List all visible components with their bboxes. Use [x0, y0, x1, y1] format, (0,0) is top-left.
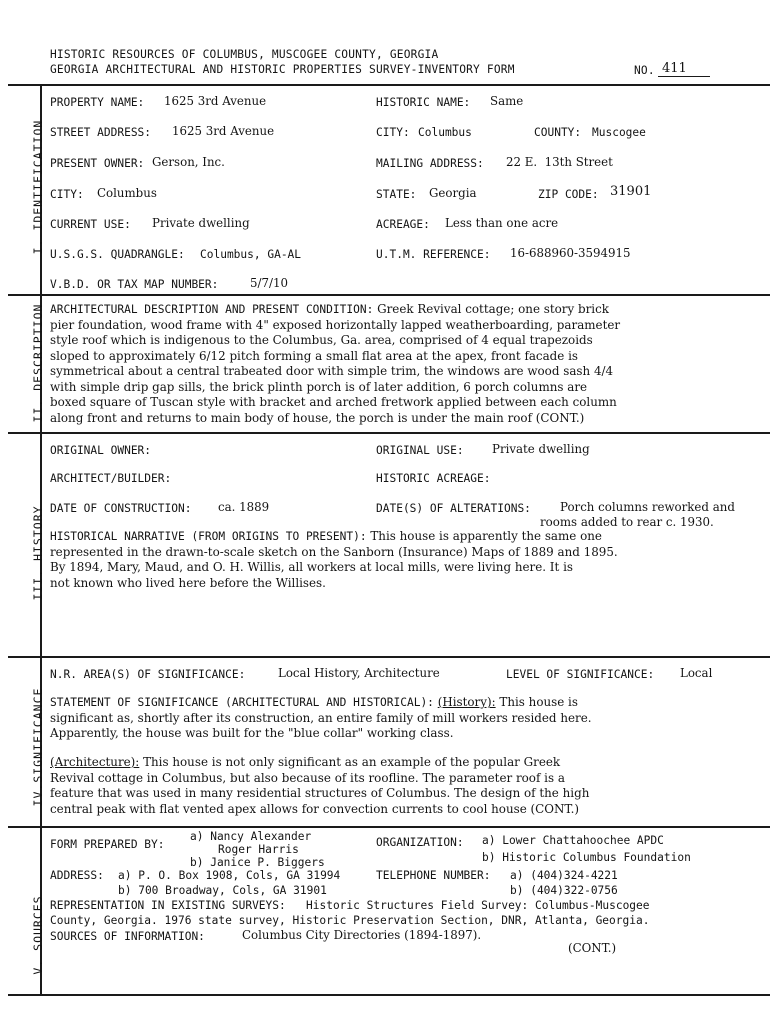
narrative-line: represented in the drawn-to-scale sketch on the Sanborn (Insurance) Maps of 1889 and 1895. — [50, 544, 618, 559]
city-value: Columbus — [418, 126, 472, 139]
sources-of-information-value: Columbus City Directories (1894-1897). — [242, 928, 482, 942]
city2-value: Columbus — [97, 186, 157, 200]
nr-area-value: Local History, Architecture — [278, 666, 440, 680]
address-label: ADDRESS: — [50, 869, 104, 882]
statement-history-block — [50, 695, 768, 742]
current-use-label: CURRENT USE: — [50, 218, 131, 231]
prepared-by-b: b) Janice P. Biggers — [190, 856, 325, 869]
zip-code-value: 31901 — [610, 184, 652, 199]
description-line: Greek Revival cottage; one story brick — [377, 302, 609, 316]
date-of-construction-value: ca. 1889 — [218, 500, 270, 514]
form-number-value: 411 — [662, 61, 687, 76]
form-number-underline — [658, 76, 710, 77]
form-header-line1: HISTORIC RESOURCES OF COLUMBUS, MUSCOGEE COUNTY, GEORGIA — [50, 48, 439, 61]
representation-value-cont: County, Georgia. 1976 state survey, Historic Preservation Section, DNR, Atlanta, Georgia. — [50, 914, 650, 927]
street-address-value: 1625 3rd Avenue — [172, 124, 275, 138]
representation-label: REPRESENTATION IN EXISTING SURVEYS: — [50, 899, 286, 912]
form-prepared-by-label: FORM PREPARED BY: — [50, 838, 165, 851]
street-address-label: STREET ADDRESS: — [50, 126, 152, 139]
section-label-sources: V. SOURCES — [31, 895, 45, 975]
statement-line: This house is — [499, 695, 578, 709]
statement-line: central peak with flat vented apex allows for convection currents to cool house (CONT.) — [50, 801, 580, 816]
statement-of-significance-label: STATEMENT OF SIGNIFICANCE (ARCHITECTURAL AND HISTORICAL): — [50, 696, 434, 709]
history-tag: (History): — [437, 695, 496, 709]
prepared-by-a2: Roger Harris — [218, 843, 299, 856]
telephone-b: b) (404)322-0756 — [510, 884, 618, 897]
description-line: symmetrical about a central trabeated door with simple trim, the windows are wood sash 4/4 — [50, 364, 614, 378]
description-line: style roof which is indigenous to the Columbus, Ga. area, comprised of 4 equal trapezoids — [50, 333, 593, 347]
architecture-tag: (Architecture): — [50, 755, 140, 769]
property-name-label: PROPERTY NAME: — [50, 96, 145, 109]
present-owner-label: PRESENT OWNER: — [50, 157, 145, 170]
frame-top-rule — [8, 84, 770, 86]
section-label-identification: I. IDENTIFICATION — [31, 119, 45, 255]
address-b: b) 700 Broadway, Cols, GA 31901 — [118, 884, 327, 897]
historic-name-label: HISTORIC NAME: — [376, 96, 471, 109]
frame-bottom-rule — [8, 994, 770, 996]
description-line: along front and returns to main body of house, the porch is under the main roof (CONT.) — [50, 410, 585, 425]
rule-significance-sources — [8, 826, 770, 828]
narrative-line: By 1894, Mary, Maud, and O. H. Willis, all workers at local mills, were living here. It is — [50, 560, 573, 574]
rule-identification-description — [8, 294, 770, 296]
section-label-significance: IV.SIGNIFICANCE — [31, 687, 45, 807]
current-use-value: Private dwelling — [152, 216, 250, 230]
architect-builder-label: ARCHITECT/BUILDER: — [50, 472, 172, 485]
historic-acreage-label: HISTORIC ACREAGE: — [376, 472, 491, 485]
form-header-line2: GEORGIA ARCHITECTURAL AND HISTORIC PROPERTIES SURVEY-INVENTORY FORM — [50, 63, 515, 76]
telephone-a: a) (404)324-4221 — [510, 869, 618, 882]
present-owner-value: Gerson, Inc. — [152, 155, 225, 169]
historical-narrative-label: HISTORICAL NARRATIVE (FROM ORIGINS TO PRESENT): — [50, 530, 367, 543]
zip-code-label: ZIP CODE: — [538, 188, 599, 201]
historic-name-value: Same — [490, 94, 524, 108]
statement-line: feature that was used in many residential structures of Columbus. The design of the high — [50, 786, 590, 800]
narrative-line: This house is apparently the same one — [370, 529, 602, 543]
narrative-line: not known who lived here before the Willises. — [50, 575, 326, 590]
acreage-label: ACREAGE: — [376, 218, 430, 231]
statement-architecture-block — [50, 755, 768, 817]
level-of-significance-label: LEVEL OF SIGNIFICANCE: — [506, 668, 655, 681]
representation-value: Historic Structures Field Survey: Columbus-Muscogee — [306, 899, 650, 912]
date-of-construction-label: DATE OF CONSTRUCTION: — [50, 502, 192, 515]
utm-reference-label: U.T.M. REFERENCE: — [376, 248, 491, 261]
nr-area-label: N.R. AREA(S) OF SIGNIFICANCE: — [50, 668, 246, 681]
city2-label: CITY: — [50, 188, 84, 201]
usgs-quadrangle-value: Columbus, GA-AL — [200, 248, 302, 261]
rule-description-history — [8, 432, 770, 434]
utm-reference-value: 16-688960-3594915 — [510, 246, 631, 260]
organization-label: ORGANIZATION: — [376, 836, 464, 849]
usgs-quadrangle-label: U.S.G.S. QUADRANGLE: — [50, 248, 185, 261]
prepared-by-a: a) Nancy Alexander — [190, 830, 312, 843]
historical-narrative-block — [50, 529, 765, 591]
description-line: sloped to approximately 6/12 pitch forming a small flat area at the apex, front facade is — [50, 348, 579, 363]
alterations-value-cont: rooms added to rear c. 1930. — [540, 515, 714, 529]
description-label: ARCHITECTURAL DESCRIPTION AND PRESENT CONDITION: — [50, 303, 374, 316]
original-use-value: Private dwelling — [492, 442, 590, 456]
rule-history-significance — [8, 656, 770, 658]
section-label-history: III. HISTORY — [31, 505, 45, 601]
alterations-value: Porch columns reworked and — [560, 500, 735, 514]
description-line: pier foundation, wood frame with 4" exposed horizontally lapped weatherboarding, parameter — [50, 317, 621, 332]
form-number-label: NO. — [634, 64, 655, 77]
sources-cont: (CONT.) — [568, 941, 617, 955]
state-value: Georgia — [429, 186, 477, 200]
organization-b: b) Historic Columbus Foundation — [482, 851, 691, 864]
county-value: Muscogee — [592, 126, 646, 139]
mailing-address-value: 22 E. 13th Street — [506, 155, 613, 169]
tax-map-label: V.B.D. OR TAX MAP NUMBER: — [50, 278, 219, 291]
statement-line: significant as, shortly after its construction, an entire family of mill workers resided here. — [50, 710, 592, 725]
statement-line: Apparently, the house was built for the "blue collar" working class. — [50, 726, 454, 740]
statement-line: Revival cottage in Columbus, but also because of its roofline. The parameter roof is a — [50, 770, 565, 785]
alterations-label: DATE(S) OF ALTERATIONS: — [376, 502, 531, 515]
original-use-label: ORIGINAL USE: — [376, 444, 464, 457]
section-label-description: II. DESCRIPTION — [31, 303, 45, 423]
description-block — [50, 302, 765, 426]
organization-a: a) Lower Chattahoochee APDC — [482, 834, 664, 847]
address-a: a) P. O. Box 1908, Cols, GA 31994 — [118, 869, 341, 882]
city-label: CITY: — [376, 126, 410, 139]
telephone-label: TELEPHONE NUMBER: — [376, 869, 491, 882]
level-of-significance-value: Local — [680, 666, 713, 680]
acreage-value: Less than one acre — [445, 216, 559, 230]
description-line: boxed square of Tuscan style with bracket and arched fretwork applied between each column — [50, 395, 617, 409]
state-label: STATE: — [376, 188, 417, 201]
statement-line: This house is not only significant as an example of the popular Greek — [143, 755, 561, 769]
property-name-value: 1625 3rd Avenue — [164, 94, 267, 108]
description-line: with simple drip gap sills, the brick plinth porch is of later addition, 6 porch columns are — [50, 379, 588, 394]
tax-map-value: 5/7/10 — [250, 276, 288, 290]
mailing-address-label: MAILING ADDRESS: — [376, 157, 484, 170]
county-label: COUNTY: — [534, 126, 582, 139]
original-owner-label: ORIGINAL OWNER: — [50, 444, 152, 457]
sources-of-information-label: SOURCES OF INFORMATION: — [50, 930, 205, 943]
